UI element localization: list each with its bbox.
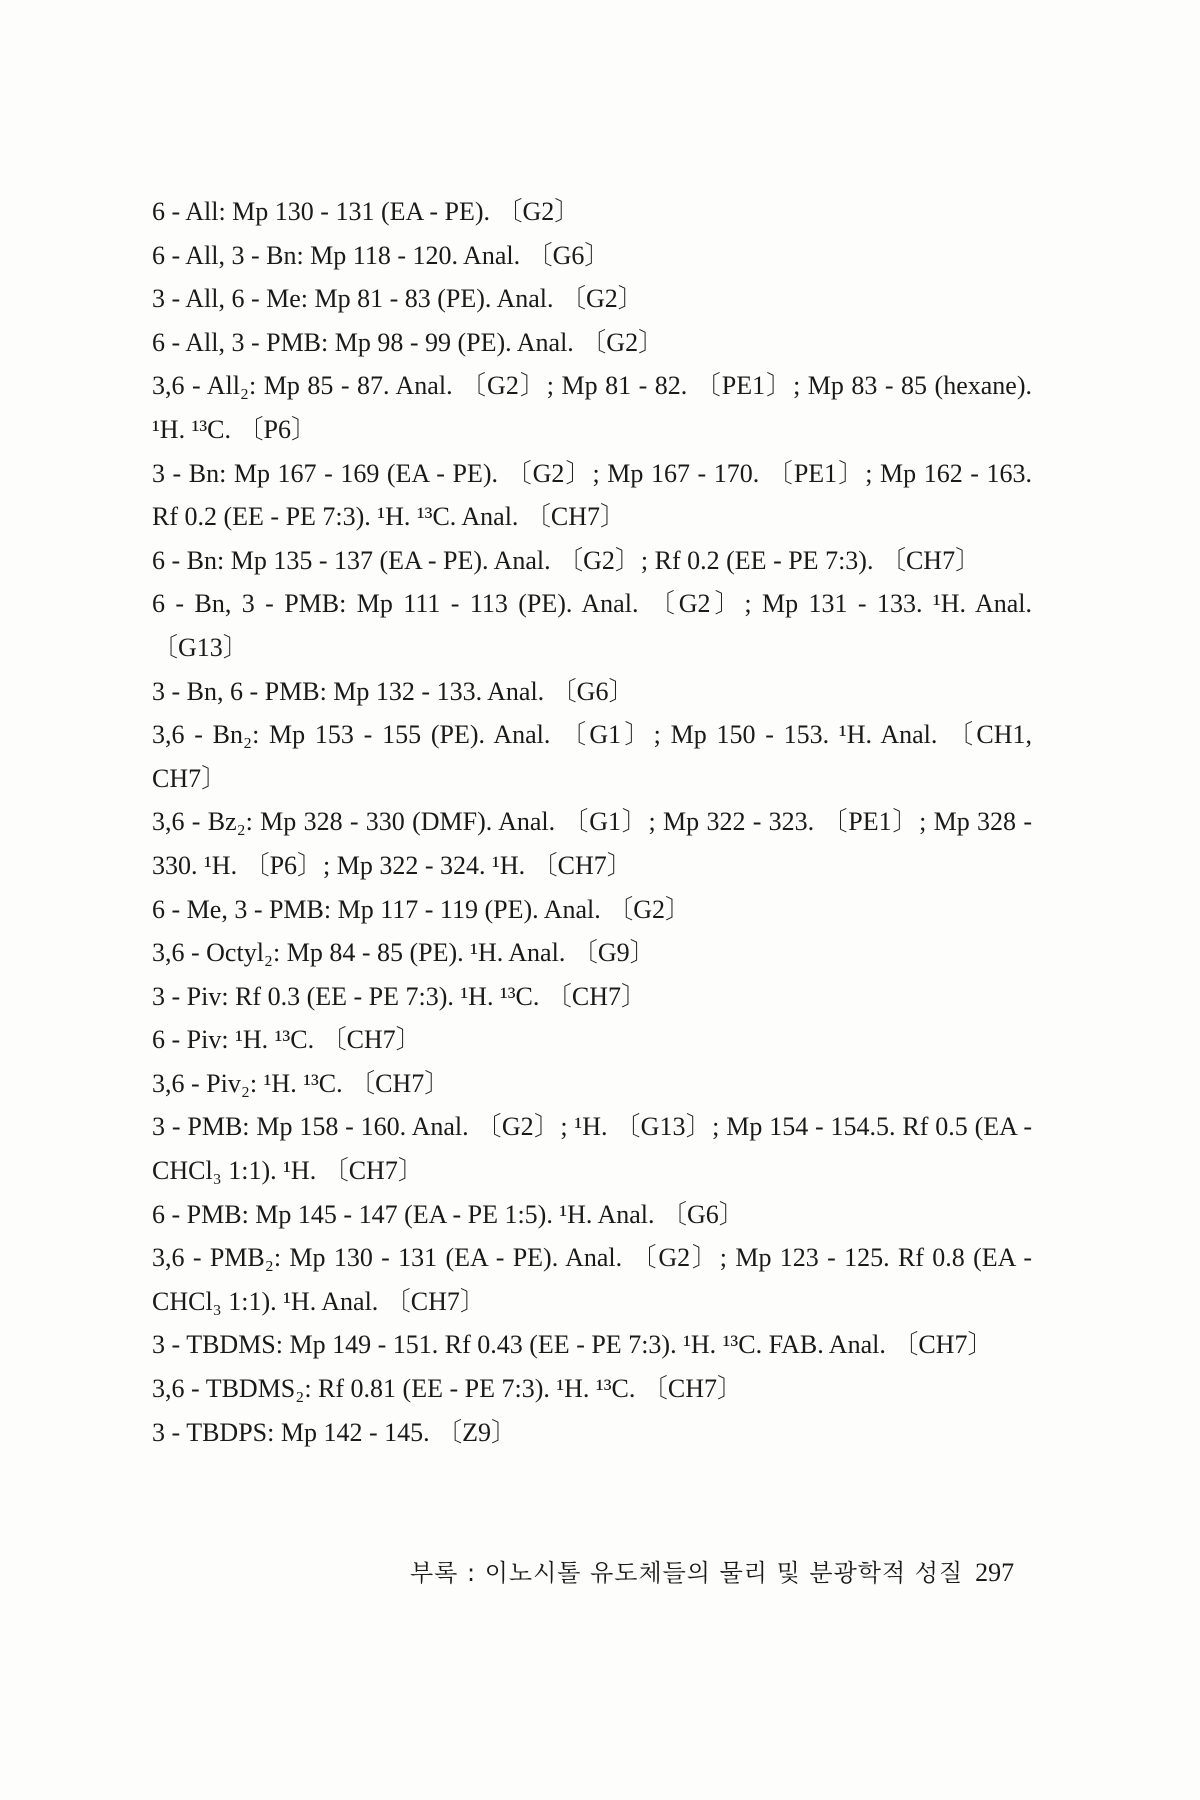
compound-entry: 3,6 - Octyl₂: Mp 84 - 85 (PE). ¹H. Anal. 〔G9〕 — [152, 938, 656, 968]
page-footer — [410, 1553, 1022, 1588]
compound-entry: 3,6 - Piv₂: ¹H. ¹³C. 〔CH7〕 — [152, 1068, 451, 1098]
compound-entry: 6 - Piv: ¹H. ¹³C. 〔CH7〕 — [152, 1025, 422, 1055]
compound-entry: 3,6 - TBDMS₂: Rf 0.81 (EE - PE 7:3). ¹H. ¹³C. 〔CH7〕 — [152, 1374, 743, 1404]
compound-entry: 6 - All: Mp 130 - 131 (EA - PE). 〔G2〕 — [152, 197, 581, 226]
compound-entry: 3 - Bn: Mp 167 - 169 (EA - PE). 〔G2〕; Mp 167 - 170. 〔PE1〕; Mp 162 - 163. Rf 0.2 (EE - PE 7:3). ¹H. ¹³C. Anal. 〔CH7〕 — [152, 458, 1032, 532]
compound-entry: 6 - Me, 3 - PMB: Mp 117 - 119 (PE). Anal. 〔G2〕 — [152, 894, 692, 924]
compound-entry: 3 - All, 6 - Me: Mp 81 - 83 (PE). Anal. 〔G2〕 — [152, 284, 644, 314]
compound-entry: 3 - Bn, 6 - PMB: Mp 132 - 133. Anal. 〔G6〕 — [152, 676, 635, 706]
compound-entry: 3 - Piv: Rf 0.3 (EE - PE 7:3). ¹H. ¹³C. 〔CH7〕 — [152, 981, 647, 1011]
compound-entry: 3 - TBDPS: Mp 142 - 145. 〔Z9〕 — [152, 1417, 517, 1447]
compound-entry: 3 - TBDMS: Mp 149 - 151. Rf 0.43 (EE - PE 7:3). ¹H. ¹³C. FAB. Anal. 〔CH7〕 — [152, 1330, 994, 1360]
page-number: 297 — [975, 1558, 1015, 1587]
compound-entry: 3,6 - All₂: Mp 85 - 87. Anal. 〔G2〕; Mp 81 - 82. 〔PE1〕; Mp 83 - 85 (hexane). ¹H. ¹³C. 〔P6〕 — [152, 371, 1032, 444]
compound-entry: 3,6 - Bz₂: Mp 328 - 330 (DMF). Anal. 〔G1〕; Mp 322 - 323. 〔PE1〕; Mp 328 - 330. ¹H. 〔P6〕; Mp 322 - 324. ¹H. 〔CH7〕 — [152, 807, 1032, 880]
compound-entry: 3,6 - Bn₂: Mp 153 - 155 (PE). Anal. 〔G1〕; Mp 150 - 153. ¹H. Anal. 〔CH1, CH7〕 — [152, 720, 1032, 793]
compound-entry: 6 - All, 3 - PMB: Mp 98 - 99 (PE). Anal. 〔G2〕 — [152, 327, 665, 357]
compound-entry: 3,6 - PMB₂: Mp 130 - 131 (EA - PE). Anal. 〔G2〕; Mp 123 - 125. Rf 0.8 (EA - CHCl₃ 1:1). ¹H. Anal. 〔CH7〕 — [152, 1243, 1032, 1316]
compound-entry: 3 - PMB: Mp 158 - 160. Anal. 〔G2〕; ¹H. 〔G13〕; Mp 154 - 154.5. Rf 0.5 (EA - CHCl₃ 1:1). ¹H. 〔CH7〕 — [152, 1112, 1032, 1186]
compound-entry-list — [152, 190, 1032, 1454]
running-footer-title: 부록 : 이노시톨 유도체들의 물리 및 분광학적 성질 — [410, 1559, 964, 1587]
compound-entry: 6 - Bn, 3 - PMB: Mp 111 - 113 (PE). Anal. 〔G2〕; Mp 131 - 133. ¹H. Anal. 〔G13〕 — [152, 589, 1032, 662]
compound-entry: 6 - Bn: Mp 135 - 137 (EA - PE). Anal. 〔G2〕; Rf 0.2 (EE - PE 7:3). 〔CH7〕 — [152, 545, 982, 575]
compound-entry: 6 - PMB: Mp 145 - 147 (EA - PE 1:5). ¹H. Anal. 〔G6〕 — [152, 1199, 745, 1229]
compound-entry: 6 - All, 3 - Bn: Mp 118 - 120. Anal. 〔G6〕 — [152, 240, 611, 270]
